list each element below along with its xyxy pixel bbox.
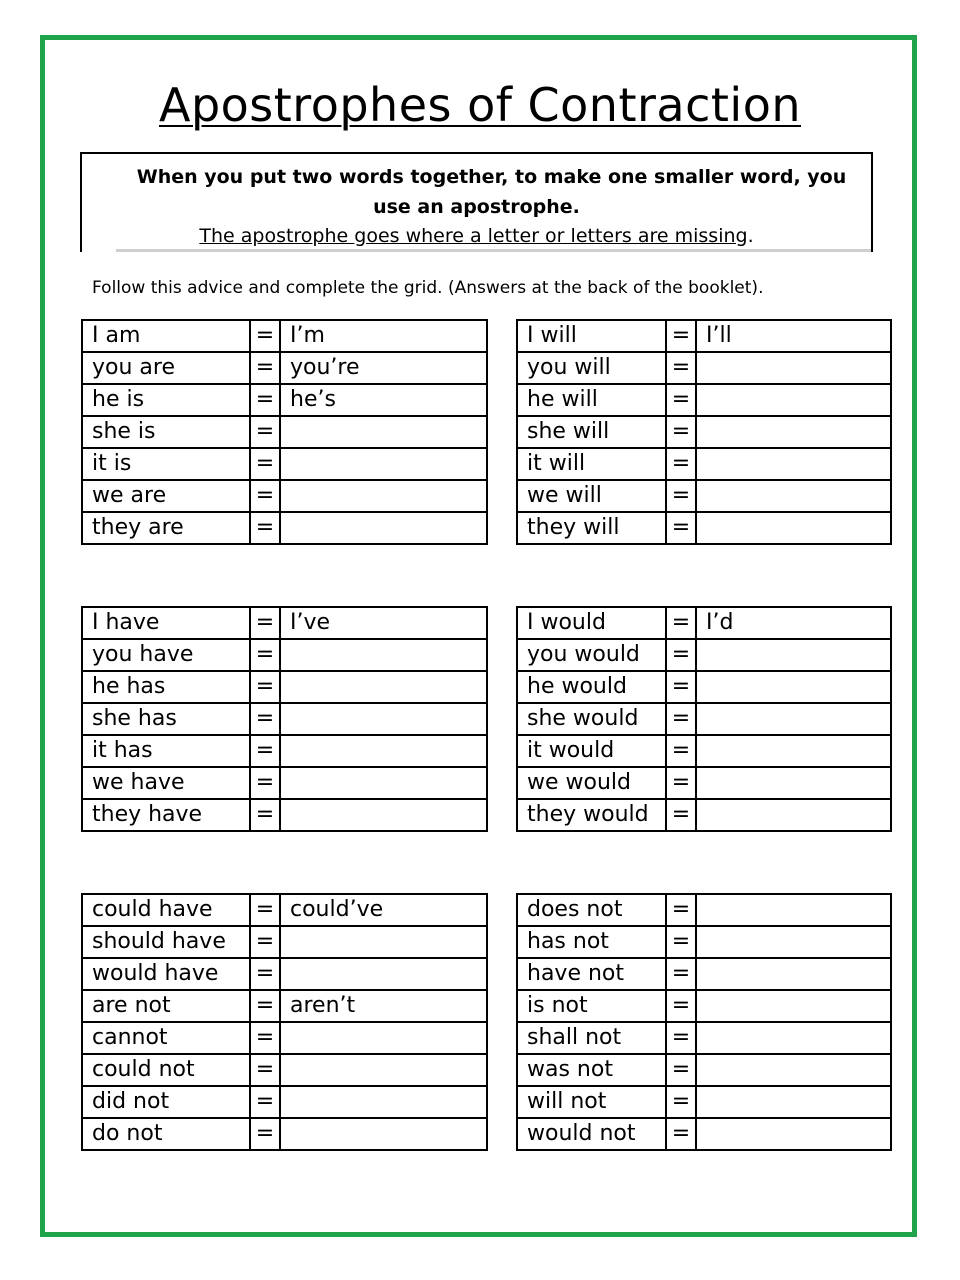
equals-cell: = bbox=[250, 799, 280, 831]
contraction-answer-cell[interactable] bbox=[280, 1118, 487, 1150]
grid-body bbox=[517, 320, 891, 544]
contraction-answer-cell[interactable] bbox=[280, 799, 487, 831]
word-pair-cell: will not bbox=[517, 1086, 666, 1118]
contraction-answer-cell[interactable] bbox=[696, 894, 891, 926]
grid-row bbox=[82, 703, 487, 735]
grid-row bbox=[82, 416, 487, 448]
info-box bbox=[80, 152, 873, 252]
word-pair-cell: would not bbox=[517, 1118, 666, 1150]
equals-cell: = bbox=[666, 958, 696, 990]
grid-row bbox=[517, 352, 891, 384]
grid-row bbox=[517, 671, 891, 703]
contraction-answer-cell[interactable]: he’s bbox=[280, 384, 487, 416]
contraction-answer-cell[interactable] bbox=[280, 416, 487, 448]
grid-row bbox=[82, 607, 487, 639]
equals-cell: = bbox=[666, 735, 696, 767]
contraction-answer-cell[interactable] bbox=[280, 448, 487, 480]
equals-cell: = bbox=[666, 1054, 696, 1086]
grid-row bbox=[517, 1086, 891, 1118]
equals-cell: = bbox=[666, 448, 696, 480]
grid-row bbox=[82, 926, 487, 958]
equals-cell: = bbox=[666, 671, 696, 703]
word-pair-cell: would have bbox=[82, 958, 250, 990]
info-line-1: When you put two words together, to make one smaller word, you bbox=[136, 166, 847, 188]
grid-row bbox=[517, 607, 891, 639]
contraction-answer-cell[interactable] bbox=[696, 512, 891, 544]
word-pair-cell: I am bbox=[82, 320, 250, 352]
word-pair-cell: does not bbox=[517, 894, 666, 926]
contraction-answer-cell[interactable] bbox=[696, 735, 891, 767]
grid-row bbox=[82, 480, 487, 512]
contraction-answer-cell[interactable]: I’d bbox=[696, 607, 891, 639]
equals-cell: = bbox=[250, 703, 280, 735]
word-pair-cell: they are bbox=[82, 512, 250, 544]
equals-cell: = bbox=[250, 416, 280, 448]
equals-cell: = bbox=[250, 894, 280, 926]
contraction-answer-cell[interactable] bbox=[696, 1086, 891, 1118]
grid-row bbox=[82, 320, 487, 352]
word-pair-cell: he has bbox=[82, 671, 250, 703]
grid-row bbox=[517, 512, 891, 544]
word-pair-cell: have not bbox=[517, 958, 666, 990]
contraction-answer-cell[interactable] bbox=[696, 703, 891, 735]
grid-row bbox=[517, 320, 891, 352]
contraction-answer-cell[interactable]: aren’t bbox=[280, 990, 487, 1022]
word-pair-cell: we have bbox=[82, 767, 250, 799]
grid-row bbox=[82, 990, 487, 1022]
word-pair-cell: he is bbox=[82, 384, 250, 416]
contraction-answer-cell[interactable] bbox=[696, 958, 891, 990]
equals-cell: = bbox=[250, 352, 280, 384]
equals-cell: = bbox=[666, 1022, 696, 1054]
word-pair-cell: was not bbox=[517, 1054, 666, 1086]
grid-row bbox=[517, 384, 891, 416]
equals-cell: = bbox=[250, 958, 280, 990]
grid-row bbox=[517, 480, 891, 512]
contraction-answer-cell[interactable] bbox=[280, 512, 487, 544]
word-pair-cell: they will bbox=[517, 512, 666, 544]
grid-row bbox=[517, 894, 891, 926]
equals-cell: = bbox=[666, 480, 696, 512]
grid-row bbox=[517, 416, 891, 448]
contraction-answer-cell[interactable] bbox=[280, 926, 487, 958]
grid-row bbox=[82, 352, 487, 384]
contraction-answer-cell[interactable] bbox=[280, 1086, 487, 1118]
grid-would bbox=[516, 606, 892, 832]
equals-cell: = bbox=[666, 894, 696, 926]
equals-cell: = bbox=[250, 480, 280, 512]
word-pair-cell: cannot bbox=[82, 1022, 250, 1054]
equals-cell: = bbox=[250, 990, 280, 1022]
equals-cell: = bbox=[250, 607, 280, 639]
contraction-answer-cell[interactable] bbox=[280, 703, 487, 735]
contraction-answer-cell[interactable] bbox=[696, 352, 891, 384]
grid-not bbox=[516, 893, 892, 1151]
grid-row bbox=[517, 990, 891, 1022]
contraction-answer-cell[interactable] bbox=[696, 416, 891, 448]
equals-cell: = bbox=[250, 384, 280, 416]
grid-body bbox=[82, 607, 487, 831]
word-pair-cell: should have bbox=[82, 926, 250, 958]
grid-body bbox=[82, 320, 487, 544]
equals-cell: = bbox=[250, 671, 280, 703]
contraction-answer-cell[interactable] bbox=[696, 448, 891, 480]
word-pair-cell: he would bbox=[517, 671, 666, 703]
word-pair-cell: we will bbox=[517, 480, 666, 512]
equals-cell: = bbox=[250, 1022, 280, 1054]
page-title: Apostrophes of Contraction bbox=[158, 78, 802, 132]
word-pair-cell: you will bbox=[517, 352, 666, 384]
grid-body bbox=[517, 894, 891, 1150]
info-rule-end: . bbox=[747, 225, 754, 247]
equals-cell: = bbox=[250, 448, 280, 480]
grid-body bbox=[517, 607, 891, 831]
equals-cell: = bbox=[666, 990, 696, 1022]
contraction-answer-cell[interactable] bbox=[696, 384, 891, 416]
info-rule bbox=[82, 222, 871, 250]
grid-row bbox=[82, 958, 487, 990]
grid-row bbox=[517, 639, 891, 671]
contraction-answer-cell[interactable] bbox=[280, 1054, 487, 1086]
grid-will bbox=[516, 319, 892, 545]
equals-cell: = bbox=[666, 703, 696, 735]
word-pair-cell: he will bbox=[517, 384, 666, 416]
word-pair-cell: shall not bbox=[517, 1022, 666, 1054]
contraction-answer-cell[interactable]: could’ve bbox=[280, 894, 487, 926]
contraction-answer-cell[interactable] bbox=[696, 1118, 891, 1150]
equals-cell: = bbox=[250, 735, 280, 767]
grid-have bbox=[81, 606, 488, 832]
contraction-answer-cell[interactable] bbox=[280, 735, 487, 767]
grid-row bbox=[517, 1118, 891, 1150]
word-pair-cell: we would bbox=[517, 767, 666, 799]
word-pair-cell: could have bbox=[82, 894, 250, 926]
grid-row bbox=[82, 894, 487, 926]
grid-body bbox=[82, 894, 487, 1150]
info-rule-underlined: The apostrophe goes where a letter or letters are missing bbox=[199, 225, 748, 247]
contraction-answer-cell[interactable] bbox=[696, 926, 891, 958]
word-pair-cell: it would bbox=[517, 735, 666, 767]
equals-cell: = bbox=[666, 926, 696, 958]
contraction-answer-cell[interactable] bbox=[280, 767, 487, 799]
grid-row bbox=[82, 1022, 487, 1054]
grid-row bbox=[82, 1054, 487, 1086]
word-pair-cell: are not bbox=[82, 990, 250, 1022]
contraction-answer-cell[interactable]: you’re bbox=[280, 352, 487, 384]
word-pair-cell: they would bbox=[517, 799, 666, 831]
contraction-answer-cell[interactable] bbox=[696, 799, 891, 831]
grid-row bbox=[82, 799, 487, 831]
contraction-answer-cell[interactable] bbox=[696, 480, 891, 512]
equals-cell: = bbox=[666, 384, 696, 416]
word-pair-cell: you are bbox=[82, 352, 250, 384]
equals-cell: = bbox=[666, 352, 696, 384]
equals-cell: = bbox=[250, 926, 280, 958]
grid-row bbox=[82, 448, 487, 480]
contraction-answer-cell[interactable]: I’ll bbox=[696, 320, 891, 352]
grid-row bbox=[517, 1054, 891, 1086]
contraction-answer-cell[interactable] bbox=[696, 1022, 891, 1054]
equals-cell: = bbox=[250, 320, 280, 352]
grid-row bbox=[82, 767, 487, 799]
grid-row bbox=[82, 1118, 487, 1150]
equals-cell: = bbox=[250, 1054, 280, 1086]
contraction-answer-cell[interactable] bbox=[696, 990, 891, 1022]
grid-row bbox=[82, 512, 487, 544]
word-pair-cell: did not bbox=[82, 1086, 250, 1118]
equals-cell: = bbox=[250, 767, 280, 799]
equals-cell: = bbox=[666, 639, 696, 671]
grid-row bbox=[517, 958, 891, 990]
grid-row bbox=[517, 448, 891, 480]
grid-row bbox=[517, 735, 891, 767]
equals-cell: = bbox=[666, 607, 696, 639]
word-pair-cell: she has bbox=[82, 703, 250, 735]
info-box-bottom-edge bbox=[116, 249, 871, 252]
word-pair-cell: I would bbox=[517, 607, 666, 639]
equals-cell: = bbox=[666, 1118, 696, 1150]
contraction-answer-cell[interactable] bbox=[280, 1022, 487, 1054]
word-pair-cell: do not bbox=[82, 1118, 250, 1150]
word-pair-cell: she would bbox=[517, 703, 666, 735]
grid-be bbox=[81, 319, 488, 545]
contraction-answer-cell[interactable] bbox=[280, 480, 487, 512]
word-pair-cell: it has bbox=[82, 735, 250, 767]
contraction-answer-cell[interactable] bbox=[280, 671, 487, 703]
grid-row bbox=[517, 767, 891, 799]
info-text bbox=[82, 162, 871, 222]
grid-row bbox=[82, 1086, 487, 1118]
equals-cell: = bbox=[666, 799, 696, 831]
word-pair-cell: you have bbox=[82, 639, 250, 671]
contraction-answer-cell[interactable] bbox=[696, 767, 891, 799]
equals-cell: = bbox=[666, 512, 696, 544]
word-pair-cell: it is bbox=[82, 448, 250, 480]
equals-cell: = bbox=[250, 512, 280, 544]
word-pair-cell: she is bbox=[82, 416, 250, 448]
grid-row bbox=[82, 671, 487, 703]
contraction-answer-cell[interactable] bbox=[280, 639, 487, 671]
word-pair-cell: I will bbox=[517, 320, 666, 352]
contraction-answer-cell[interactable] bbox=[696, 671, 891, 703]
word-pair-cell: could not bbox=[82, 1054, 250, 1086]
equals-cell: = bbox=[666, 416, 696, 448]
equals-cell: = bbox=[666, 1086, 696, 1118]
instruction-text: Follow this advice and complete the grid. (Answers at the back of the booklet). bbox=[92, 278, 764, 298]
contraction-answer-cell[interactable]: I’ve bbox=[280, 607, 487, 639]
word-pair-cell: I have bbox=[82, 607, 250, 639]
word-pair-cell: it will bbox=[517, 448, 666, 480]
grid-mixed bbox=[81, 893, 488, 1151]
contraction-answer-cell[interactable] bbox=[280, 958, 487, 990]
grid-row bbox=[82, 735, 487, 767]
grid-row bbox=[517, 926, 891, 958]
word-pair-cell: they have bbox=[82, 799, 250, 831]
word-pair-cell: we are bbox=[82, 480, 250, 512]
grid-row bbox=[517, 799, 891, 831]
contraction-answer-cell[interactable] bbox=[696, 639, 891, 671]
grid-row bbox=[82, 639, 487, 671]
equals-cell: = bbox=[250, 1118, 280, 1150]
equals-cell: = bbox=[666, 767, 696, 799]
grid-row bbox=[517, 1022, 891, 1054]
equals-cell: = bbox=[666, 320, 696, 352]
grid-row bbox=[82, 384, 487, 416]
grid-row bbox=[517, 703, 891, 735]
contraction-answer-cell[interactable]: I’m bbox=[280, 320, 487, 352]
word-pair-cell: you would bbox=[517, 639, 666, 671]
word-pair-cell: she will bbox=[517, 416, 666, 448]
equals-cell: = bbox=[250, 1086, 280, 1118]
equals-cell: = bbox=[250, 639, 280, 671]
contraction-answer-cell[interactable] bbox=[696, 1054, 891, 1086]
word-pair-cell: is not bbox=[517, 990, 666, 1022]
word-pair-cell: has not bbox=[517, 926, 666, 958]
info-line-2: use an apostrophe. bbox=[373, 196, 580, 218]
